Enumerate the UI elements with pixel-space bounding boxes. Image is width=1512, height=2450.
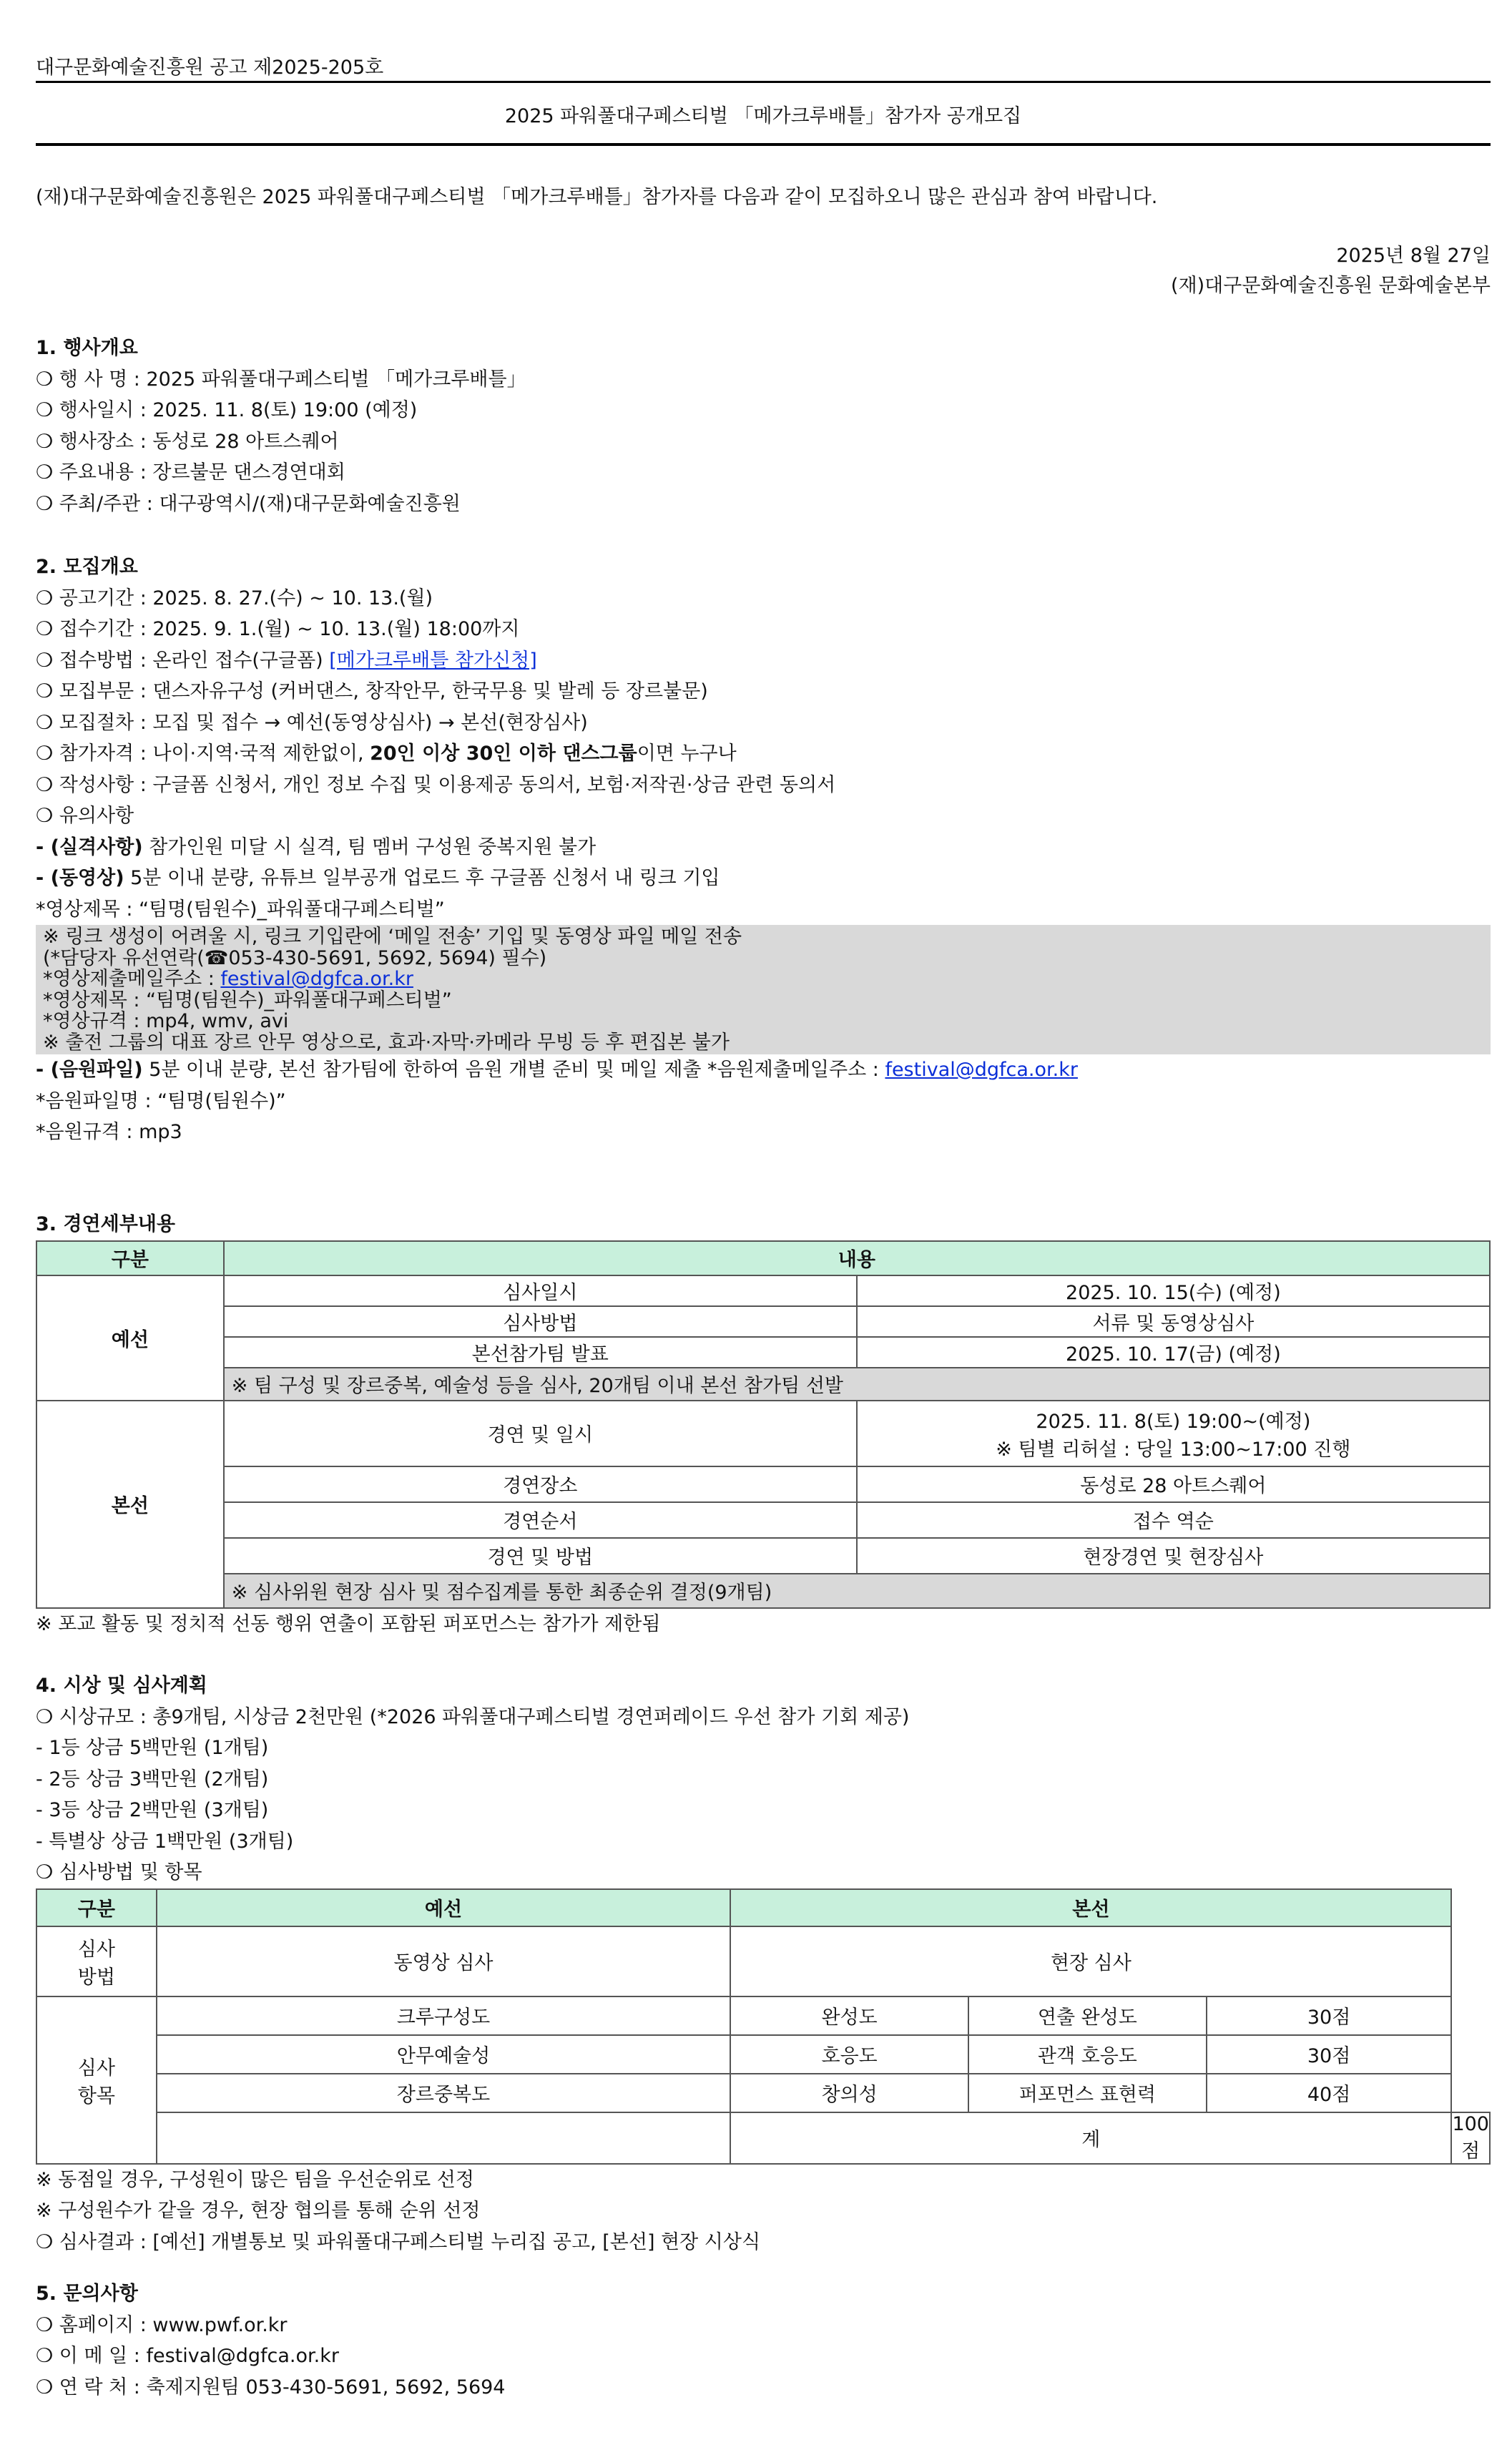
row-label-line: 방법 [77, 1966, 115, 1989]
list-item: ❍ 주최/주관 : 대구광역시/(재)대구문화예술진흥원 [36, 492, 461, 515]
table-cell: 안무예술성 [157, 2035, 730, 2074]
list-item: *음원파일명 : “팀명(팀원수)” [36, 1089, 286, 1112]
total-score: 100점 [1452, 2112, 1489, 2162]
list-item [36, 738, 1491, 770]
list-item: - 3등 상금 2백만원 (3개팀) [36, 1799, 269, 1821]
notice-date: 2025년 8월 27일 [1336, 245, 1491, 267]
note-line: *영상제목 : “팀명(팀원수)_파워풀대구페스티벌” [43, 989, 452, 1011]
title-divider [36, 143, 1491, 146]
table-cell: 완성도 [730, 1996, 968, 2035]
apply-link[interactable]: [메가크루배틀 참가신청] [329, 649, 537, 672]
row-label-line: 심사 [77, 1938, 115, 1961]
table-cell: 2025. 10. 17(금) (예정) [857, 1337, 1490, 1368]
notice-number: 대구문화예술진흥원 공고 제2025-205호 [36, 57, 384, 79]
tie-note: ※ 동점일 경우, 구성원이 많은 팀을 우선순위로 선정 [36, 2168, 474, 2191]
method-label: ❍ 접수방법 : 온라인 접수(구글폼) [36, 649, 330, 672]
section-title: 4. 시상 및 심사계획 [36, 1675, 207, 1697]
list-item: *영상제목 : “팀명(팀원수)_파워풀대구페스티벌” [36, 898, 445, 921]
list-item: ❍ 공고기간 : 2025. 8. 27.(수) ~ 10. 13.(월) [36, 587, 433, 609]
row-label-line: 항목 [77, 2084, 115, 2107]
table-cell: 30점 [1207, 2035, 1452, 2074]
list-item: - 특별상 상금 1백만원 (3개팀) [36, 1830, 294, 1853]
note-line: ※ 출전 그룹의 대표 장르 안무 영상으로, 효과·자막·카메라 무빙 등 후 편집본 불가 [43, 1031, 730, 1054]
column-header: 구분 [36, 1889, 157, 1926]
row-label [36, 1926, 157, 1996]
intro-text: (재)대구문화예술진흥원은 2025 파워풀대구페스티벌 「메가크루배틀」참가자를 다음과 같이 모집하오니 많은 관심과 참여 바랍니다. [36, 186, 1158, 208]
list-item: ❍ 연 락 처 : 축제지원팀 053-430-5691, 5692, 5694 [36, 2376, 506, 2398]
table-cell: 40점 [1207, 2074, 1452, 2112]
table-cell: 창의성 [730, 2074, 968, 2112]
video-email-link[interactable]: festival@dgfca.or.kr [220, 968, 413, 990]
section-overview [36, 333, 1491, 519]
note-line: *영상규격 : mp4, wmv, avi [43, 1010, 289, 1032]
table-cell: 경연장소 [224, 1466, 857, 1502]
list-item [36, 645, 1491, 677]
table-cell: 경연 및 방법 [224, 1538, 857, 1574]
table-cell: 동성로 28 아트스퀘어 [857, 1466, 1490, 1502]
section-title: 1. 행사개요 [36, 337, 138, 359]
section-title: 5. 문의사항 [36, 2283, 138, 2305]
qualification-suffix: 이면 누구나 [637, 743, 737, 765]
list-item: ❍ 모집부문 : 댄스자유구성 (커버댄스, 창작안무, 한국무용 및 발레 등 장르불문) [36, 680, 708, 702]
section-recruitment [36, 552, 1491, 1148]
table-cell: 연출 완성도 [968, 1996, 1207, 2035]
table-cell: 현장경연 및 현장심사 [857, 1538, 1490, 1574]
table-cell: 동영상 심사 [157, 1926, 730, 1996]
top-divider [36, 81, 1491, 83]
table-cell: 장르중복도 [157, 2074, 730, 2112]
final-note: ※ 심사위원 현장 심사 및 점수집계를 통한 최종순위 결정(9개팀) [224, 1574, 1490, 1608]
list-item: ❍ 작성사항 : 구글폼 신청서, 개인 정보 수집 및 이용제공 동의서, 보험·저작권·상금 관련 동의서 [36, 773, 836, 796]
table-cell: 호응도 [730, 2035, 968, 2074]
row-label-line: 심사 [77, 2057, 115, 2079]
column-header: 구분 [36, 1241, 224, 1275]
prelim-label: 예선 [36, 1275, 224, 1401]
column-header: 내용 [224, 1241, 1490, 1275]
judging-table [36, 1888, 1491, 2165]
table-cell: 30점 [1207, 1996, 1452, 2035]
final-label: 본선 [36, 1401, 224, 1608]
table-cell: 2025. 10. 15(수) (예정) [857, 1275, 1490, 1306]
disqualification-label: - (실격사항) [36, 836, 143, 858]
list-item: ❍ 접수기간 : 2025. 9. 1.(월) ~ 10. 13.(월) 18:00까지 [36, 618, 520, 640]
list-item: ❍ 시상규모 : 총9개팀, 시상금 2천만원 (*2026 파워풀대구페스티벌 경연퍼레이드 우선 참가 기회 제공) [36, 1705, 910, 1728]
video-note-box [36, 925, 1491, 1054]
note-line [43, 969, 1483, 990]
section-title: 3. 경연세부내용 [36, 1213, 175, 1235]
list-item: ❍ 홈페이지 : www.pwf.or.kr [36, 2313, 288, 2336]
issuing-org: (재)대구문화예술진흥원 문화예술본부 [1171, 275, 1491, 297]
section-title: 2. 모집개요 [36, 556, 138, 578]
list-item [36, 832, 1491, 863]
table-cell: 퍼포먼스 표현력 [968, 2074, 1207, 2112]
table-cell: 경연순서 [224, 1502, 857, 1538]
audio-text: 5분 이내 분량, 본선 참가팀에 한하여 음원 개별 준비 및 메일 제출 *음원제출메일주소 : [142, 1059, 885, 1081]
list-item: *음원규격 : mp3 [36, 1121, 182, 1143]
list-item: ❍ 행사장소 : 동성로 28 아트스퀘어 [36, 430, 339, 453]
column-header: 예선 [157, 1889, 730, 1926]
video-text: 5분 이내 분량, 유튜브 일부공개 업로드 후 구글폼 신청서 내 링크 기입 [124, 867, 720, 889]
list-item [36, 863, 1491, 894]
table-cell: 현장 심사 [730, 1926, 1451, 1996]
date-signature [1171, 241, 1491, 301]
list-item: ❍ 주요내용 : 장르불문 댄스경연대회 [36, 461, 345, 484]
list-item: ❍ 심사결과 : [예선] 개별통보 및 파워풀대구페스티벌 누리집 공고, [본선] 현장 시상식 [36, 2230, 761, 2253]
table-cell: 크루구성도 [157, 1996, 730, 2035]
qualification-label: ❍ 참가자격 : 나이·지역·국적 제한없이, [36, 743, 370, 765]
list-item: ❍ 행사일시 : 2025. 11. 8(토) 19:00 (예정) [36, 399, 418, 421]
table-cell: 경연 및 일시 [224, 1401, 857, 1466]
prelim-note: ※ 팀 구성 및 장르중복, 예술성 등을 심사, 20개팀 이내 본선 참가팀 선발 [224, 1368, 1490, 1401]
list-item: ❍ 이 메 일 : festival@dgfca.or.kr [36, 2345, 339, 2367]
audio-email-link[interactable]: festival@dgfca.or.kr [885, 1059, 1078, 1081]
list-item: ❍ 유의사항 [36, 805, 134, 827]
table-cell: 본선참가팀 발표 [224, 1337, 857, 1368]
table-cell: 심사일시 [224, 1275, 857, 1306]
disqualification-text: 참가인원 미달 시 실격, 팀 멤버 구성원 중복지원 불가 [142, 836, 597, 858]
table-cell: 관객 호응도 [968, 2035, 1207, 2074]
competition-table [36, 1240, 1491, 1609]
total-label: 계 [730, 2112, 1451, 2164]
email-label: *영상제출메일주소 : [43, 968, 221, 990]
qualification-bold: 20인 이상 30인 이하 댄스그룹 [370, 743, 637, 765]
list-item: ❍ 행 사 명 : 2025 파워풀대구페스티벌 「메가크루배틀」 [36, 368, 526, 391]
rehearsal-note: ※ 팀별 리허설 : 당일 13:00~17:00 진행 [996, 1438, 1351, 1461]
list-item: - 2등 상금 3백만원 (2개팀) [36, 1768, 269, 1790]
list-item [36, 1054, 1491, 1086]
section-inquiry [36, 2278, 1491, 2403]
column-header: 본선 [730, 1889, 1451, 1926]
video-label: - (동영상) [36, 867, 124, 889]
note-line: ※ 링크 생성이 어려울 시, 링크 기입란에 ‘메일 전송’ 기입 및 동영상 파일 메일 전송 [43, 926, 742, 948]
section-awards [36, 1670, 1491, 2258]
table-cell [157, 2112, 730, 2164]
list-item: ❍ 심사방법 및 항목 [36, 1861, 202, 1883]
list-item: - 1등 상금 5백만원 (1개팀) [36, 1737, 269, 1759]
section-competition [36, 1209, 1491, 1640]
table-cell: 심사방법 [224, 1306, 857, 1337]
restriction-note: ※ 포교 활동 및 정치적 선동 행위 연출이 포함된 퍼포먼스는 참가가 제한됨 [36, 1612, 661, 1635]
final-datetime: 2025. 11. 8(토) 19:00~(예정) [1036, 1410, 1311, 1433]
note-line: (*담당자 유선연락(☎053-430-5691, 5692, 5694) 필수) [43, 946, 547, 969]
row-label [36, 1996, 157, 2164]
audio-label: - (음원파일) [36, 1059, 143, 1081]
table-cell [857, 1401, 1490, 1466]
tie-note: ※ 구성원수가 같을 경우, 현장 협의를 통해 순위 선정 [36, 2200, 481, 2222]
notice-title: 2025 파워풀대구페스티벌 「메가크루배틀」참가자 공개모집 [504, 105, 1022, 127]
table-cell: 접수 역순 [857, 1502, 1490, 1538]
table-cell: 서류 및 동영상심사 [857, 1306, 1490, 1337]
list-item: ❍ 모집절차 : 모집 및 접수 → 예선(동영상심사) → 본선(현장심사) [36, 711, 588, 734]
